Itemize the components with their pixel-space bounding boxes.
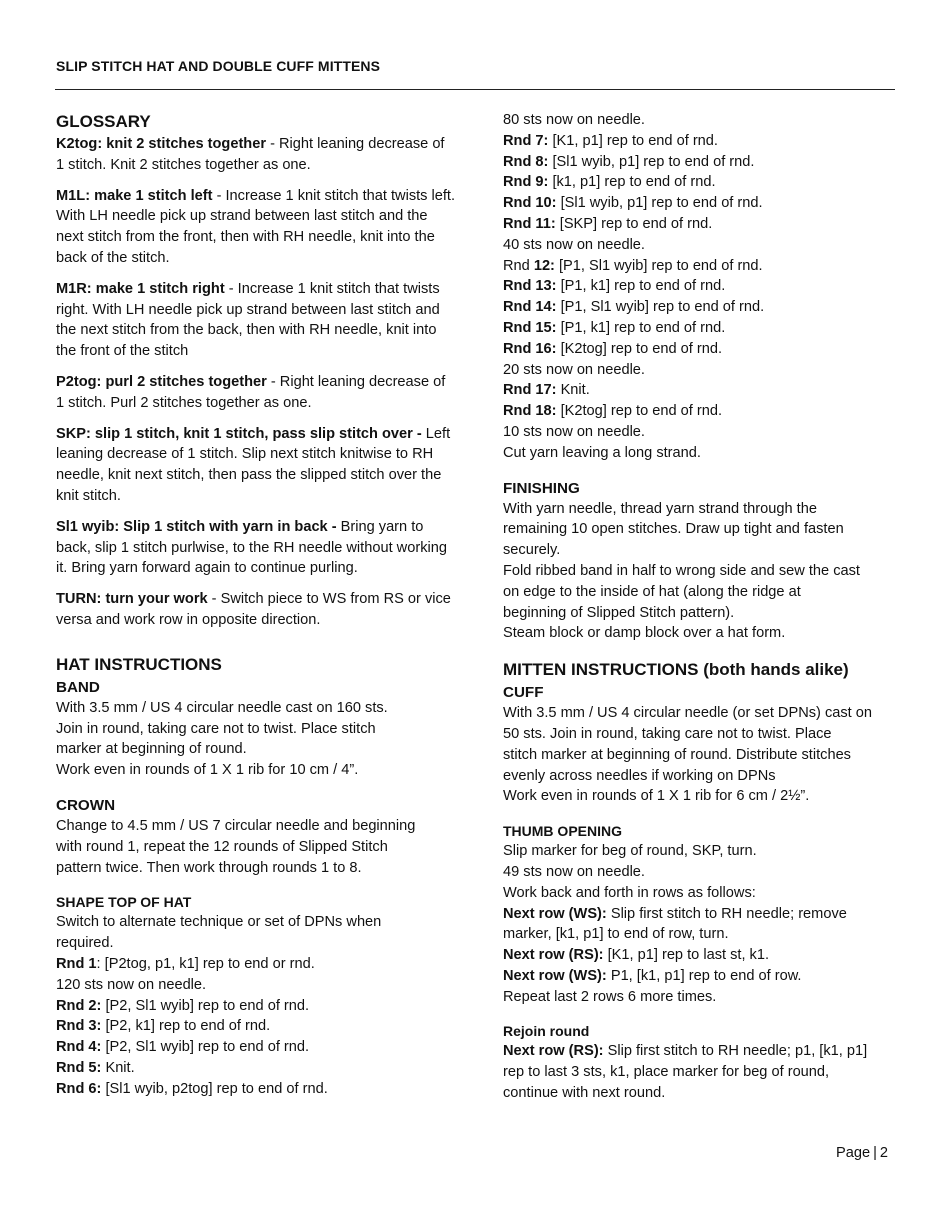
text-line: With yarn needle, thread yarn strand through the [503,500,817,517]
row-label: Rnd 5: [56,1059,102,1076]
row-text: [K1, p1] rep to end of rnd. [548,132,718,149]
text-line: pattern twice. Then work through rounds 1 to 8. [56,859,362,876]
text-line: Work even in rounds of 1 X 1 rib for 10 cm / 4”. [56,762,359,779]
instruction-row [503,401,903,422]
text-line: required. [56,935,114,952]
instruction-row [503,883,903,904]
row-text: [Sl1 wyib, p1] rep to end of rnd. [556,195,763,212]
text-line: Work even in rounds of 1 X 1 rib for 6 cm / 2½”. [503,788,810,805]
text-line: with round 1, repeat the 12 rounds of Slipped Stitch [56,838,388,855]
glossary-entry [56,589,456,631]
text-line: With 3.5 mm / US 4 circular needle (or set DPNs) cast on [503,705,873,722]
row-text: 10 sts now on needle. [503,423,645,440]
text-line: stitch marker at beginning of round. Distribute stitches [503,746,851,763]
instruction-row [503,380,903,401]
row-label: Next row (WS): [503,905,607,922]
row-text: 120 sts now on needle. [56,976,207,993]
row-label: Rnd 8: [503,153,549,170]
thumb-opening-heading: THUMB OPENING [503,823,622,840]
page-label: Page [836,1145,871,1161]
row-text: [Sl1 wyib, p2tog] rep to end of rnd. [101,1080,328,1097]
row-label: Rnd 17: [503,382,557,399]
glossary-list [56,134,456,631]
instruction-row [503,360,903,381]
row-text: [P2, k1] rep to end of rnd. [101,1018,271,1035]
row-text: [SKP] rep to end of rnd. [555,215,713,232]
cuff-heading: CUFF [503,684,544,702]
text-line: beginning of Slipped Stitch pattern). [503,604,735,621]
row-label: Rnd 4: [56,1039,102,1056]
document-header-title: SLIP STITCH HAT AND DOUBLE CUFF MITTENS [56,58,381,74]
row-text: [P1, Sl1 wyib] rep to end of rnd. [554,257,763,274]
row-text: 80 sts now on needle. [503,112,645,128]
row-text: Slip first stitch to RH needle; remove [606,905,847,922]
instruction-row [503,214,903,235]
finishing-text [503,499,903,645]
instruction-row [503,1062,903,1083]
glossary-entry [56,186,456,269]
row-label: Rnd 6: [56,1080,102,1097]
row-prefix: Rnd [503,257,534,274]
band-text [56,698,456,781]
instruction-row [503,276,903,297]
hat-instructions-heading: HAT INSTRUCTIONS [56,654,222,674]
instruction-row [56,1037,456,1058]
row-label: Rnd 7: [503,132,549,149]
glossary-definition: - Switch piece to WS from RS or vice versa and work row in opposite direction. [56,591,451,628]
text-line: Switch to alternate technique or set of DPNs when [56,914,382,931]
row-label: Rnd 3: [56,1018,102,1035]
page-number: 2 [879,1145,889,1161]
glossary-definition: Bring yarn to back, slip 1 stitch purlwise, to the RH needle without working it. Bring yarn forward again to continue purling. [56,518,447,577]
row-label: Next row (RS): [503,947,604,964]
instruction-row [503,1083,903,1104]
row-text: [K2tog] rep to end of rnd. [556,403,723,420]
row-label: Rnd 18: [503,403,557,420]
instruction-row [503,256,903,277]
row-text: rep to last 3 sts, k1, place marker for beg of round, [503,1064,830,1081]
row-text: 49 sts now on needle. [503,863,645,880]
shape-top-heading: SHAPE TOP OF HAT [56,894,192,911]
row-text: [P1, Sl1 wyib] rep to end of rnd. [556,299,765,316]
row-text: [Sl1 wyib, p1] rep to end of rnd. [548,153,755,170]
text-line: on edge to the inside of hat (along the ridge at [503,583,801,600]
instruction-row [503,297,903,318]
instruction-row [503,966,903,987]
instruction-row [503,318,903,339]
glossary-entry [56,279,456,362]
text-line: Join in round, taking care not to twist. Place stitch [56,720,376,737]
instruction-row [56,1058,456,1079]
row-label: Next row (RS): [503,1043,604,1060]
text-line: 50 sts. Join in round, taking care not to twist. Place [503,725,832,742]
row-text: [P1, k1] rep to end of rnd. [556,278,726,295]
row-text: Cut yarn leaving a long strand. [503,444,701,461]
glossary-definition: Left leaning decrease of 1 stitch. Slip next stitch knitwise to RH needle, knit next stitch, then pass the slipped stitch over the knit stitch. [56,425,451,504]
row-label: Rnd 1 [56,955,97,972]
row-label: Rnd 10: [503,195,557,212]
text-line: remaining 10 open stitches. Draw up tight and fasten [503,521,844,538]
row-text: [P2, Sl1 wyib] rep to end of rnd. [101,1039,310,1056]
instruction-row [503,1041,903,1062]
row-text: continue with next round. [503,1085,666,1102]
shape-top-intro [56,912,456,954]
row-text: 20 sts now on needle. [503,361,645,378]
row-text: marker, [k1, p1] to end of row, turn. [503,926,729,943]
row-label: Rnd 13: [503,278,557,295]
instruction-row [503,131,903,152]
glossary-term: SKP: slip 1 stitch, knit 1 stitch, pass slip stitch over - [56,425,422,442]
instruction-row [56,975,456,996]
instruction-row [503,862,903,883]
instruction-row [503,841,903,862]
text-line: securely. [503,542,561,559]
instruction-row [56,1079,456,1100]
cuff-text [503,703,903,807]
glossary-term: Sl1 wyib: Slip 1 stitch with yarn in back - [56,518,337,535]
shape-top-rounds-7-18 [503,110,903,464]
band-heading: BAND [56,678,100,696]
instruction-row [56,954,456,975]
row-text: 40 sts now on needle. [503,236,645,253]
row-text: Knit. [556,382,590,399]
glossary-definition: - Right leaning decrease of 1 stitch. Knit 2 stitches together as one. [56,136,445,173]
glossary-entry [56,517,456,579]
mitten-instructions-heading: MITTEN INSTRUCTIONS (both hands alike) [503,660,849,680]
glossary-definition: - Increase 1 knit stitch that twists right. With LH needle pick up strand between last stitch and the next stitch from the back, then with RH needle, knit into the front of the stitch [56,280,440,360]
right-column [503,110,903,1104]
rejoin-round-heading: Rejoin round [503,1023,590,1040]
rejoin-round-rows [503,1041,903,1103]
finishing-heading: FINISHING [503,479,580,497]
instruction-row [503,110,903,131]
row-label: Rnd 2: [56,997,102,1014]
glossary-term: P2tog: purl 2 stitches together [56,373,267,390]
row-label: Rnd 15: [503,319,557,336]
crown-text [56,816,456,878]
row-text: Repeat last 2 rows 6 more times. [503,988,717,1005]
row-text: [k1, p1] rep to end of rnd. [548,174,716,191]
row-text: [K2tog] rep to end of rnd. [556,340,723,357]
instruction-row [503,987,903,1008]
glossary-term: K2tog: knit 2 stitches together [56,136,267,152]
header-rule [55,89,895,90]
glossary-definition: - Increase 1 knit stitch that twists left. With LH needle pick up strand between last stitch and the next stitch from the front, then with RH needle, knit into the back of the stitch. [56,187,456,266]
glossary-heading: GLOSSARY [56,112,151,131]
page-separator: | [873,1145,877,1161]
glossary-definition: - Right leaning decrease of 1 stitch. Purl 2 stitches together as one. [56,373,446,411]
row-label: Rnd 11: [503,215,556,232]
row-label: Rnd 14: [503,299,557,316]
text-line: Fold ribbed band in half to wrong side and sew the cast [503,562,860,579]
instruction-row [503,193,903,214]
shape-top-rounds-1-6 [56,954,456,1100]
instruction-row [503,172,903,193]
row-text: [P2, Sl1 wyib] rep to end of rnd. [101,997,310,1014]
text-line: With 3.5 mm / US 4 circular needle cast on 160 sts. [56,699,388,716]
instruction-row [503,924,903,945]
row-text: Slip marker for beg of round, SKP, turn. [503,843,757,860]
instruction-row [56,996,456,1017]
glossary-entry [56,424,456,507]
text-line: Change to 4.5 mm / US 7 circular needle and beginning [56,817,416,834]
instruction-row [503,443,903,464]
row-text: : [P2tog, p1, k1] rep to end or rnd. [96,955,315,972]
glossary-term: M1L: make 1 stitch left [56,187,213,204]
row-label: 12: [533,257,555,274]
row-text: Knit. [101,1059,135,1076]
text-line: Steam block or damp block over a hat form. [503,625,786,642]
row-label: Rnd 16: [503,340,557,357]
row-text: Slip first stitch to RH needle; p1, [k1, p1] [603,1043,868,1060]
instruction-row [503,904,903,925]
row-text: P1, [k1, p1] rep to end of row. [606,967,802,984]
instruction-row [503,339,903,360]
text-line: evenly across needles if working on DPNs [503,767,776,784]
instruction-row [503,235,903,256]
instruction-row [503,152,903,173]
row-text: [K1, p1] rep to last st, k1. [603,947,770,964]
thumb-opening-rows [503,841,903,1007]
crown-heading: CROWN [56,796,116,814]
instruction-row [56,1016,456,1037]
row-text: [P1, k1] rep to end of rnd. [556,319,726,336]
glossary-term: M1R: make 1 stitch right [56,280,225,297]
glossary-entry [56,372,456,414]
row-label: Next row (WS): [503,967,607,984]
page-footer [836,1143,888,1164]
instruction-row [503,422,903,443]
left-column [56,110,456,1099]
row-text: Work back and forth in rows as follows: [503,884,756,901]
text-line: marker at beginning of round. [56,741,247,758]
glossary-entry [56,134,456,176]
glossary-term: TURN: turn your work [56,591,208,608]
instruction-row [503,945,903,966]
row-label: Rnd 9: [503,174,549,191]
